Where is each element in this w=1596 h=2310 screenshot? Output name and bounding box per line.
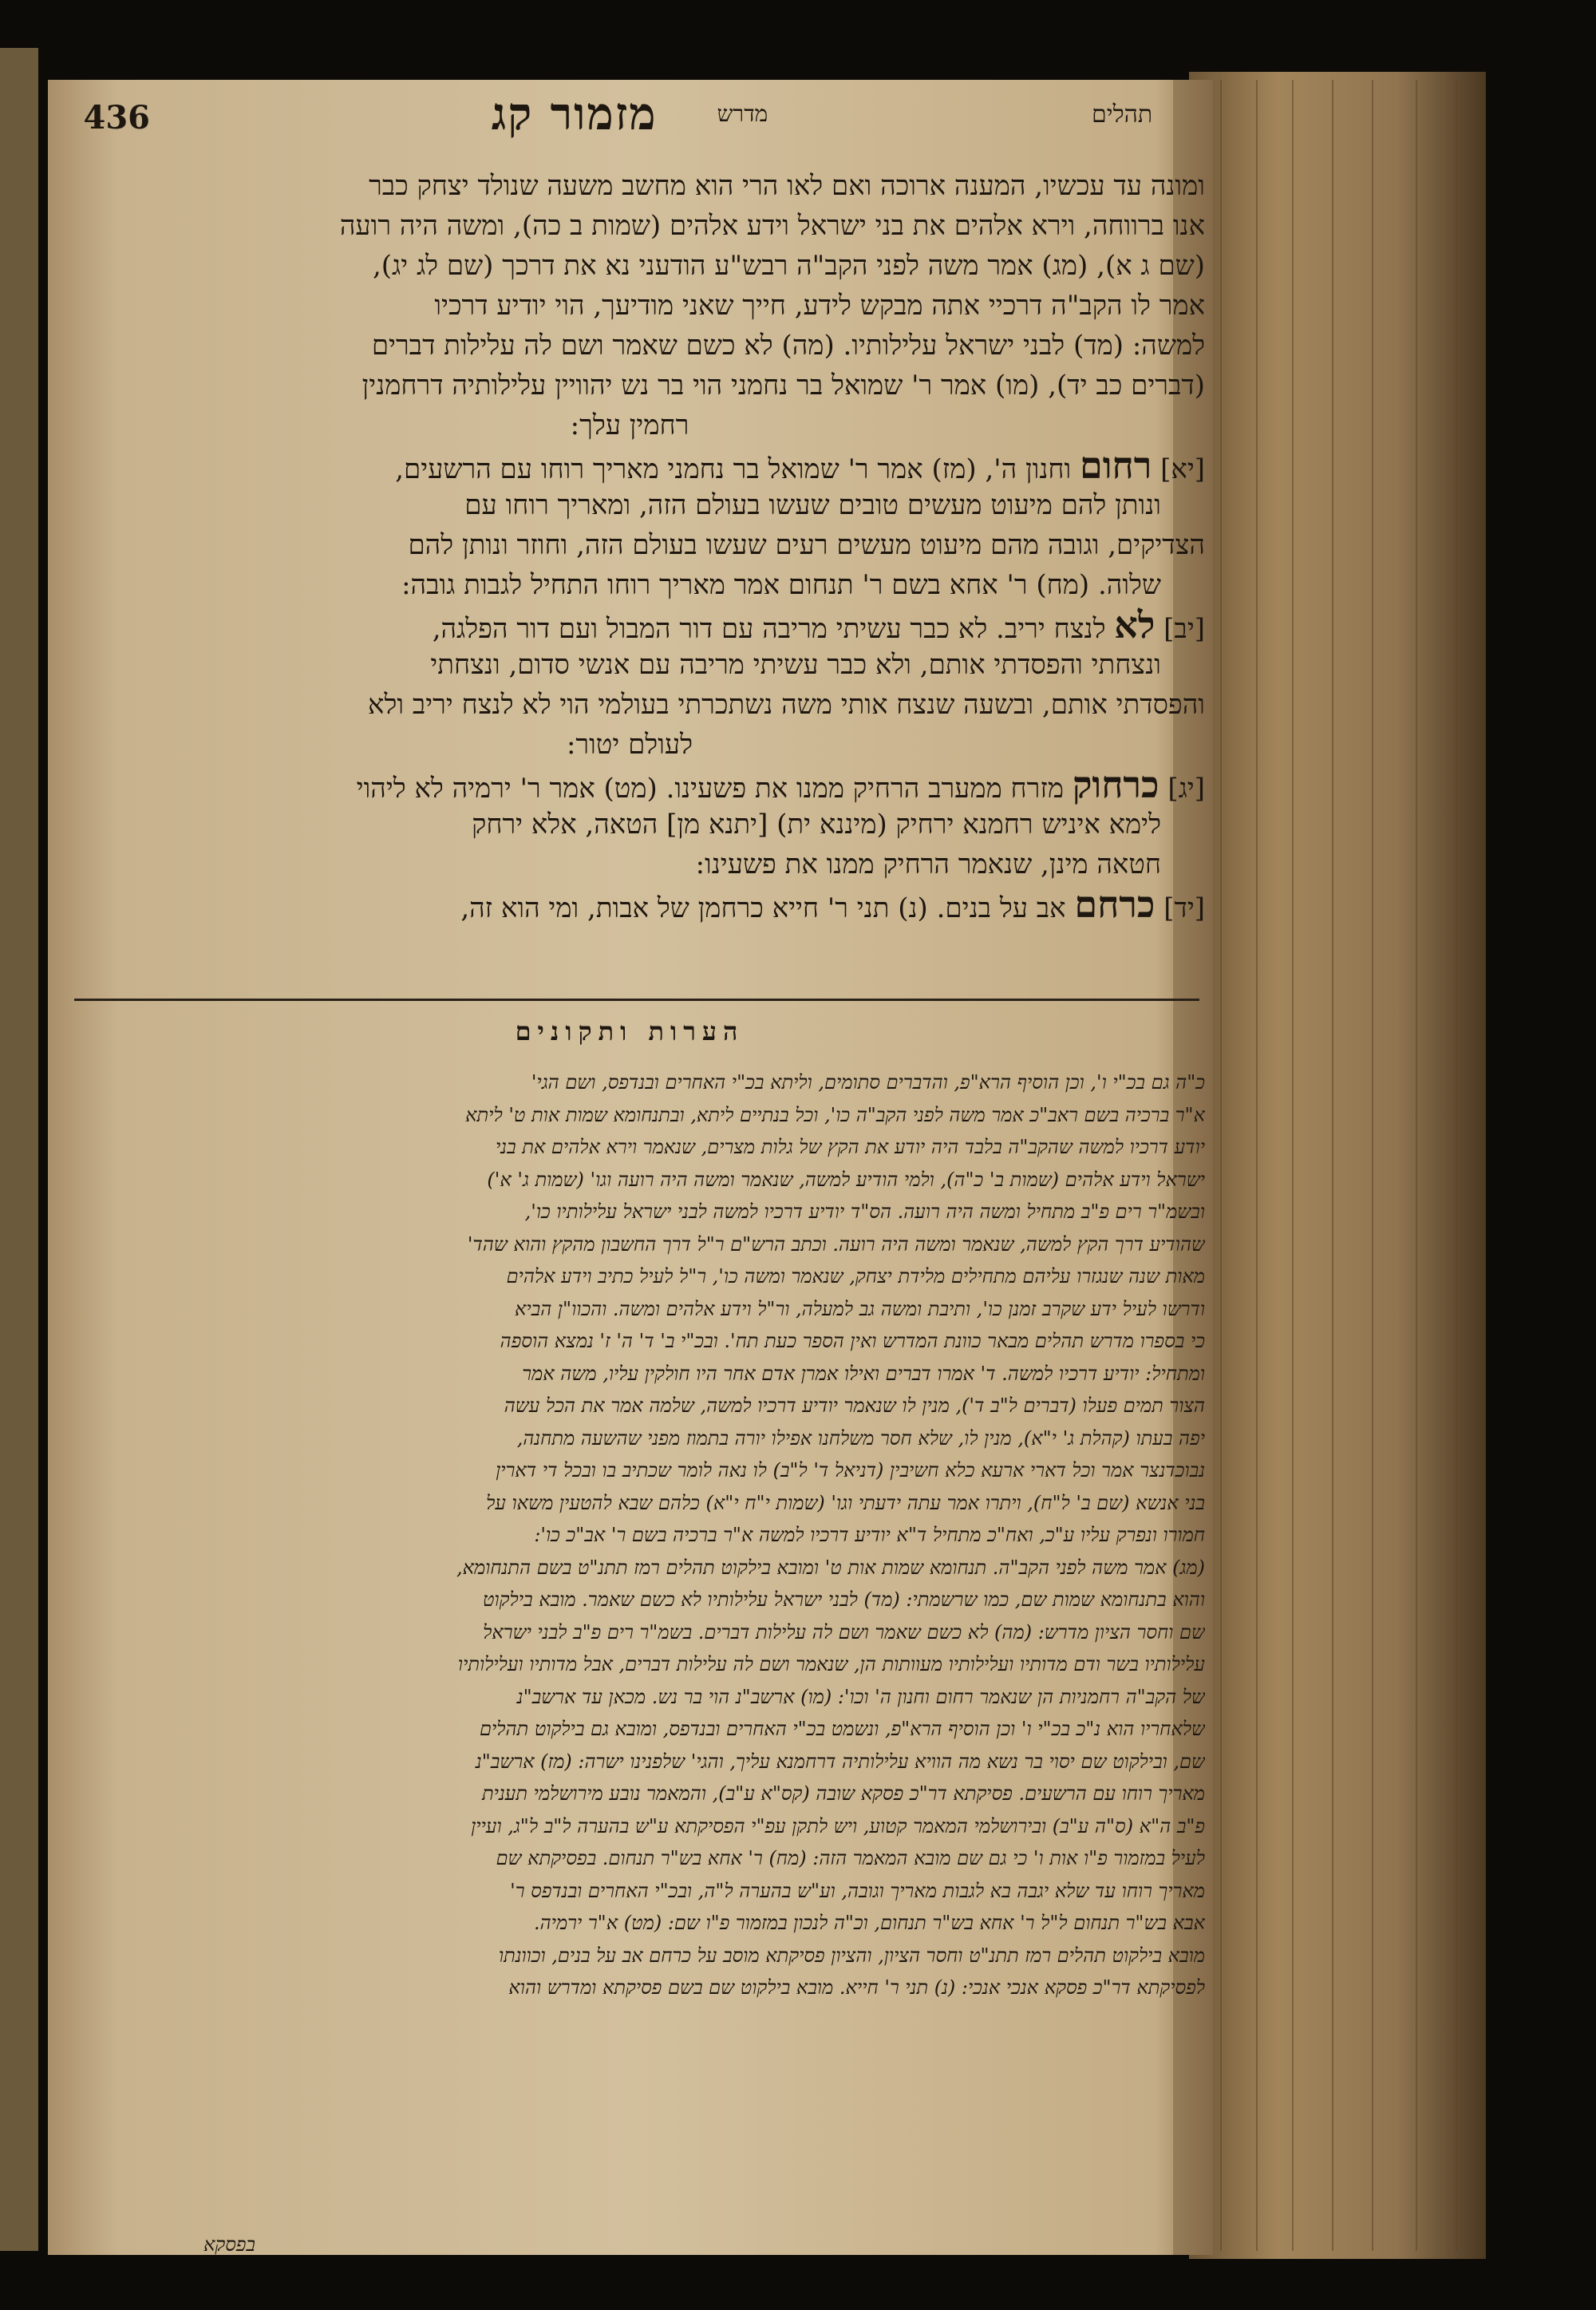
- page-number: 436: [83, 99, 150, 136]
- notes-title: הערות ותקונים: [515, 1016, 745, 1046]
- note-line: שם, ובילקוט שם יסוי בר נשא מה הוויא עלילותיה דרחמנא עליך, והגי' שלפנינו ישרה: (מז) ארשב"נ: [475, 1750, 1205, 1773]
- note-line: יפה בעתו (קהלת ג' י"א), מנין לו, שלא חסר משלחנו אפילו יורה בתמוז מפני שהשעה מתחנה,: [516, 1426, 1205, 1450]
- text-line: הצדיקים, וגובה מהם מיעוט מעשים רעים שעשו בעולם הזה, וחוזר ונותן להם: [408, 529, 1205, 561]
- text-line: לעולם יטור:: [566, 729, 693, 761]
- note-line: בני אנשא (שם ב' ל"ח), ויתרו אמר עתה ידעתי וגו' (שמות י"ח י"א) כלהם שבא להטעין משאו על: [486, 1491, 1205, 1514]
- verse-lemma: רחום: [1080, 445, 1152, 485]
- note-line: חמורו ונפרק עליו ע"כ, ואח"כ מתחיל ד"א יודיע דרכיו למשה א"ר ברכיה בשם ר' אב"כ כו':: [534, 1524, 1205, 1546]
- book-label: תהלים: [1092, 101, 1153, 129]
- verse-lemma: כרחם: [1074, 884, 1156, 924]
- text-line: אמר לו הקב"ה דרכיי אתה מבקש לידע, חייך שאני מודיעך, הוי יודיע דרכיו: [434, 290, 1205, 322]
- note-line: והוא בתנחומא שמות שם, כמו שרשמתי: (מד) לבני ישראל עלילותיו לא כשם שאמר. מובא בילקוט: [483, 1588, 1205, 1611]
- text-line: רחמין עלך:: [570, 409, 689, 441]
- note-line: של הקב"ה רחמניות הן שנאמר רחום וחנון ה' וכו': (מו) ארשב"נ הוי בר נש. מכאן עד ארשב"נ: [516, 1685, 1205, 1708]
- main-text: [54, 166, 1205, 924]
- text-line: שלוה. (מח) ר' אחא בשם ר' תנחום אמר מאריך רוחו התחיל לגבות גובה:: [401, 569, 1161, 601]
- text-line: ונותן להם מיעוט מעשים טובים שעשו בעולם הזה, ומאריך רוחו עם: [464, 489, 1161, 521]
- text-line: (שם ג א), (מג) אמר משה לפני הקב"ה רבש"ע הודעני נא את דרכך (שם לג יג),: [372, 250, 1205, 282]
- verse-line-13: [יג] כרחוק מזרח ממערב הרחיק ממנו את פשעינו. (מט) אמר ר' ירמיה לא ליהוי: [356, 765, 1205, 805]
- text-line: והפסדתי אותם, ובשעה שנצח אותי משה נשתכרתי בעולמי הוי לא לנצח יריב ולא: [368, 689, 1205, 721]
- verse-lemma: כרחוק: [1072, 765, 1159, 805]
- note-line: כי בספרו מדרש תהלים מבאר כוונת המדרש ואין הספר כעת תח'. ובכ"י ב' ד' ה' ז' נמצא הוספה: [500, 1330, 1205, 1352]
- note-line: מאריך רוחו עם הרשעים. פסיקתא דר"כ פסקא שובה (קס"א ע"ב), והמאמר נובע מירושלמי תענית: [482, 1782, 1205, 1805]
- verse-line-11: [יא] רחום וחנון ה', (מז) אמר ר' שמואל בר נחמני מאריך רוחו עם הרשעים,: [395, 445, 1205, 485]
- note-line: פ"ב ה"א (ס"ה ע"ב) ובירושלמי המאמר קטוע, ויש לתקן עפ"י הפסיקתא ע"ש בהערה ל"ב ל"ג, ועיין: [471, 1814, 1205, 1837]
- note-line: אבא בש"ר תנחום ל"ל ר' אחא בש"ר תנחום, וכ"ה לנכון במזמור פ"ו שם: (מט) א"ר ירמיה.: [533, 1912, 1205, 1934]
- note-line: הצור תמים פעלו (דברים ל"ב ד'), מנין לו שנאמר יודיע דרכיו למשה, שלמה אמר את הכל עשה: [504, 1394, 1205, 1417]
- note-line: שהודיע דרך הקץ למשה, שנאמר ומשה היה רועה. וכתב הרש"ם ר"ל דרך החשבון מהקץ והוא שהד': [467, 1232, 1205, 1256]
- note-line: שם וחסר הציון מדרש: (מה) לא כשם שאמר ושם לה עלילות דברים. בשמ"ר רים פ"ב לבני ישראל: [483, 1620, 1205, 1644]
- text-line: חטאה מינן, שנאמר הרחיק ממנו את פשעינו:: [695, 848, 1161, 880]
- note-line: כ"ה גם בכ"י ו', וכן הוסיף הרא"פ, והדברים סתומים, וליתא בכ"י האחרים ובנדפס, ושם הגי': [531, 1071, 1205, 1094]
- note-line: מאות שנה שנגזרו עליהם מתחילים מלידת יצחק, שנאמר ומשה כו', ר"ל לעיל כתיב וידע אלהים: [506, 1265, 1205, 1288]
- note-line: ודרשו לעיל ידע שקרב זמנן כו', ותיבת ומשה גב למעלה, ור"ל וידע אלהים ומשה. והכוו"ן הביא: [514, 1297, 1205, 1320]
- notes-text: [54, 1066, 1205, 2004]
- book-page: [54, 86, 1205, 2256]
- section-divider: [74, 999, 1199, 1001]
- midrash-label: מדרש: [717, 101, 768, 127]
- note-line: ומתחיל: יודיע דרכיו למשה. ד' אמרו דברים ואילו אמרן אדם אחר היו חולקין עליו, משה אמר: [522, 1362, 1205, 1385]
- verse-lemma: לא: [1114, 605, 1156, 645]
- psalm-heading: מזמור קג: [491, 88, 658, 140]
- verse-line-12: [יב] לא לנצח יריב. לא כבר עשיתי מריבה עם דור המבול ועם דור הפלגה,: [432, 605, 1205, 645]
- text-line: לימא איניש רחמנא ירחיק (מיננא ית) [יתנא מן] הטאה, אלא ירחק: [472, 809, 1161, 841]
- note-line: מאריך רוחו עד שלא יגבה בא לגבות מאריך וגובה, וע"ש בהערה ל"ה, ובכ"י האחרים ובנדפס ר': [510, 1879, 1205, 1902]
- page-header: [54, 86, 1205, 166]
- note-line: לפסיקתא דר"כ פסקא אנכי אנכי: (נ) תני ר' חייא. מובא בילקוט שם בשם פסיקתא ומדרש והוא: [508, 1976, 1205, 1999]
- note-line: (מג) אמר משה לפני הקב"ה. תנחומא שמות אות ט' ומובא בילקוט תהלים רמז תתנ"ט בשם התנחומא,: [456, 1556, 1205, 1579]
- note-line: שלאחריו הוא נ"כ בכ"י ו' וכן הוסיף הרא"פ, ונשמט בכ"י האחרים ובנדפס, ומובא גם בילקוט תהלים: [480, 1718, 1205, 1740]
- note-line: מובא בילקוט תהלים רמז תתנ"ט וחסר הציון, והציון פסיקתא מוסב על כרחם אב על בנים, וכוונתו: [498, 1944, 1205, 1967]
- note-line: נבוכדנצר אמר וכל דארי ארעא כלא חשיבין (דניאל ד' ל"ב) לו נאה לומר שכתיב בו ובכל די דארין: [496, 1459, 1205, 1481]
- note-line: ובשמ"ר רים פ"ב מתחיל ומשה היה רועה. הס"ד יודיע דרכיו למשה לבני ישראל עלילותיו כו',: [524, 1200, 1205, 1223]
- text-line: אנו ברווחה, וירא אלהים את בני ישראל וידע אלהים (שמות ב כה), ומשה היה רועה: [339, 210, 1205, 242]
- catchword: בפסקא: [203, 2233, 255, 2256]
- text-line: ומונה עד עכשיו, המענה ארוכה ואם לאו הרי הוא מחשב משעה שנולד יצחק כבר: [369, 170, 1205, 202]
- text-line: למשה: (מד) לבני ישראל עלילותיו. (מה) לא כשם שאמר ושם לה עלילות דברים: [371, 330, 1205, 362]
- text-line: (דברים כב יד), (מו) אמר ר' שמואל בר נחמני הוי בר נש יהוויין עלילותיה דרחמנין: [361, 370, 1205, 401]
- left-page-edge: [0, 48, 38, 2251]
- note-line: א"ר ברכיה בשם ראב"כ אמר משה לפני הקב"ה כו', וכל בנתיים ליתא, ובתנחומא שמות אות ט' ליתא: [465, 1103, 1205, 1126]
- right-page-stack: [1189, 72, 1486, 2259]
- note-line: יודע דרכיו למשה שהקב"ה בלבד היה יודע את הקץ של גלות מצרים, שנאמר וירא אלהים את בני: [495, 1136, 1205, 1158]
- note-line: עלילותיו בשר ודם מדותיו ועלילותיו מעוותות הן, שנאמר ושם לה עלילות דברים, אבל מדותיו ועלילותיו: [457, 1653, 1205, 1675]
- note-line: לעיל במזמור פ"ו אות ו' כי גם שם מובא המאמר הזה: (מח) ר' אחא בש"ר תנחום. בפסיקתא שם: [496, 1847, 1205, 1869]
- note-line: ישראל וידע אלהים (שמות ב' כ"ה), ולמי הודיע למשה, שנאמר ומשה היה רועה וגו' (שמות ג' א'): [487, 1168, 1205, 1191]
- verse-line-14: [יד] כרחם אב על בנים. (נ) תני ר' חייא כרחמן של אבות, ומי הוא זה,: [460, 884, 1205, 924]
- text-line: ונצחתי והפסדתי אותם, ולא כבר עשיתי מריבה עם אנשי סדום, ונצחתי: [430, 649, 1161, 681]
- running-title: [54, 88, 1205, 140]
